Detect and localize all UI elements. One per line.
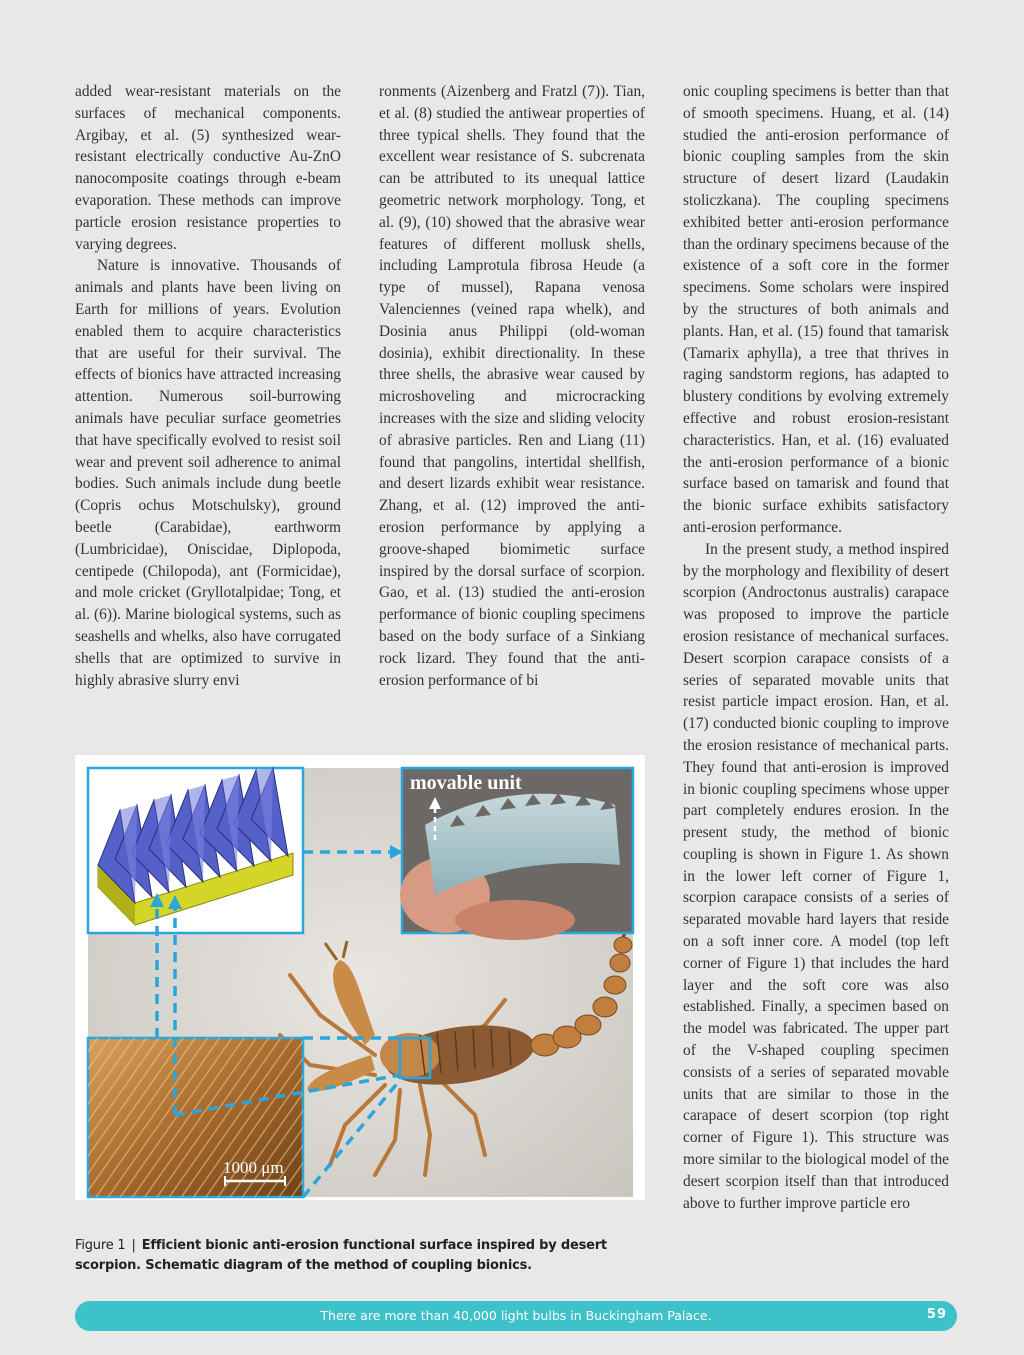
tissue-micrograph-panel xyxy=(88,1038,303,1197)
movable-unit-panel xyxy=(400,768,633,940)
text-column-1 xyxy=(75,81,341,691)
figure-1 xyxy=(75,755,645,1200)
figure-illustration xyxy=(75,755,645,1200)
caption-text: Efficient bionic anti-erosion functional surface inspired by desert scorpion. Schematic diagram of the method of coupling bionics. xyxy=(75,1238,607,1273)
movable-unit-label: movable unit xyxy=(410,772,522,794)
page-number: 59 xyxy=(926,1307,947,1322)
paragraph: Nature is innovative. Thousands of animals and plants have been living on Earth for millions of years. Evolution enabled them to acquire characteristics that are useful for their survival. The effects of bionics have attracted increasing attention. Numerous soil-burrowing animals have peculiar surface geometries that have specifically evolved to resist soil wear and prevent soil adherence to animal bodies. Such animals include dung beetle (Copris ochus Motschulsky), ground beetle (Carabidae), earthworm (Lumbricidae), Oniscidae, Diplopoda, centipede (Chilopoda), ant (Formicidae), and mole cricket (Gryllotalpidae; Tong, et al. (6)). Marine biological systems, such as seashells and whelks, also have corrugated shells that are optimized to survive in highly abrasive slurry envi xyxy=(75,257,341,689)
footer-banner xyxy=(75,1301,957,1331)
model-panel xyxy=(88,768,303,933)
scale-bar-label: 1000 μm xyxy=(223,1158,284,1177)
paragraph: onic coupling specimens is better than that of smooth specimens. Huang, et al. (14) studied the anti-erosion performance of bionic coupling samples from the skin structure of desert lizard (Laudakin stoliczkana). The coupling specimens exhibited better anti-erosion performance than the ordinary specimens because of the existence of a soft core in the former specimens. Some scholars were inspired by the structures of both animals and plants. Han, et al. (15) found that tamarisk (Tamarix aphylla), a tree that thrives in raging sandstorm regions, has adapted to blustery conditions by evolving extremely effective and robust erosion-resistant characteristics. Han, et al. (16) evaluated the anti-erosion performance of a bionic surface based on tamarisk and found that the bionic surface exhibits satisfactory anti-erosion performance. xyxy=(683,83,949,536)
paragraph: In the present study, a method inspired by the morphology and flexibility of desert scorpion (Androctonus australis) carapace was proposed to improve the particle erosion resistance of mechanical surfaces. Desert scorpion carapace consists of a series of separated movable units that resist particle impact erosion. Han, et al. (17) conducted bionic coupling to improve the erosion resistance of mechanical parts. They found that anti-erosion is improved in bionic coupling specimens whose upper part completely endures erosion. In the present study, the method of bionic coupling is shown in Figure 1. As shown in the lower left corner of Figure 1, scorpion carapace consists of a series of separated movable hard layers that reside on a soft inner core. A model (top left corner of Figure 1) that includes the hard layer and the soft core was also established. Finally, a specimen based on the model was fabricated. The upper part of the V-shaped coupling specimen consists of a series of separated movable units that are similar to those in the carapace of desert scorpion (top right corner of Figure 1). This structure was more similar to the biological model of the desert scorpion itself than that introduced above to further improve particle ero xyxy=(683,540,949,1212)
caption-separator: | xyxy=(131,1238,136,1253)
figure-caption xyxy=(75,1236,650,1276)
text-column-3 xyxy=(683,81,949,1214)
paragraph: added wear-resistant materials on the surfaces of mechanical components. Argibay, et al. (5) synthesized wear-resistant electrically conductive Au-ZnO nanocomposite coatings through e-beam evaporation. These methods can improve particle erosion resistance properties to varying degrees. xyxy=(75,83,341,253)
footer-fact: There are more than 40,000 light bulbs in Buckingham Palace. xyxy=(320,1308,712,1323)
text-column-2 xyxy=(379,81,645,691)
paragraph: ronments (Aizenberg and Fratzl (7)). Tian, et al. (8) studied the antiwear properties of three typical shells. They found that the excellent wear resistance of S. subcrenata can be attributed to its unequal lattice geometric network morphology. Tong, et al. (9), (10) showed that the abrasive wear features of different mollusk shells, including Lamprotula fibrosa Heude (a type of mussel), Rapana venosa Valenciennes (veined rapa whelk), and Dosinia anus Philippi (old-woman dosinia), exhibit directionality. In these three shells, the abrasive wear caused by microshoveling and microcracking increases with the size and sliding velocity of abrasive particles. Ren and Liang (11) found that pangolins, intertidal shellfish, and desert lizards exhibit wear resistance. Zhang, et al. (12) improved the anti-erosion performance by applying a groove-shaped biomimetic surface inspired by the dorsal surface of scorpion. Gao, et al. (13) studied the anti-erosion performance of bionic coupling specimens based on the body surface of a Sinkiang rock lizard. They found that the anti-erosion performance of bi xyxy=(379,83,645,689)
figure-label: Figure 1 xyxy=(75,1238,126,1253)
